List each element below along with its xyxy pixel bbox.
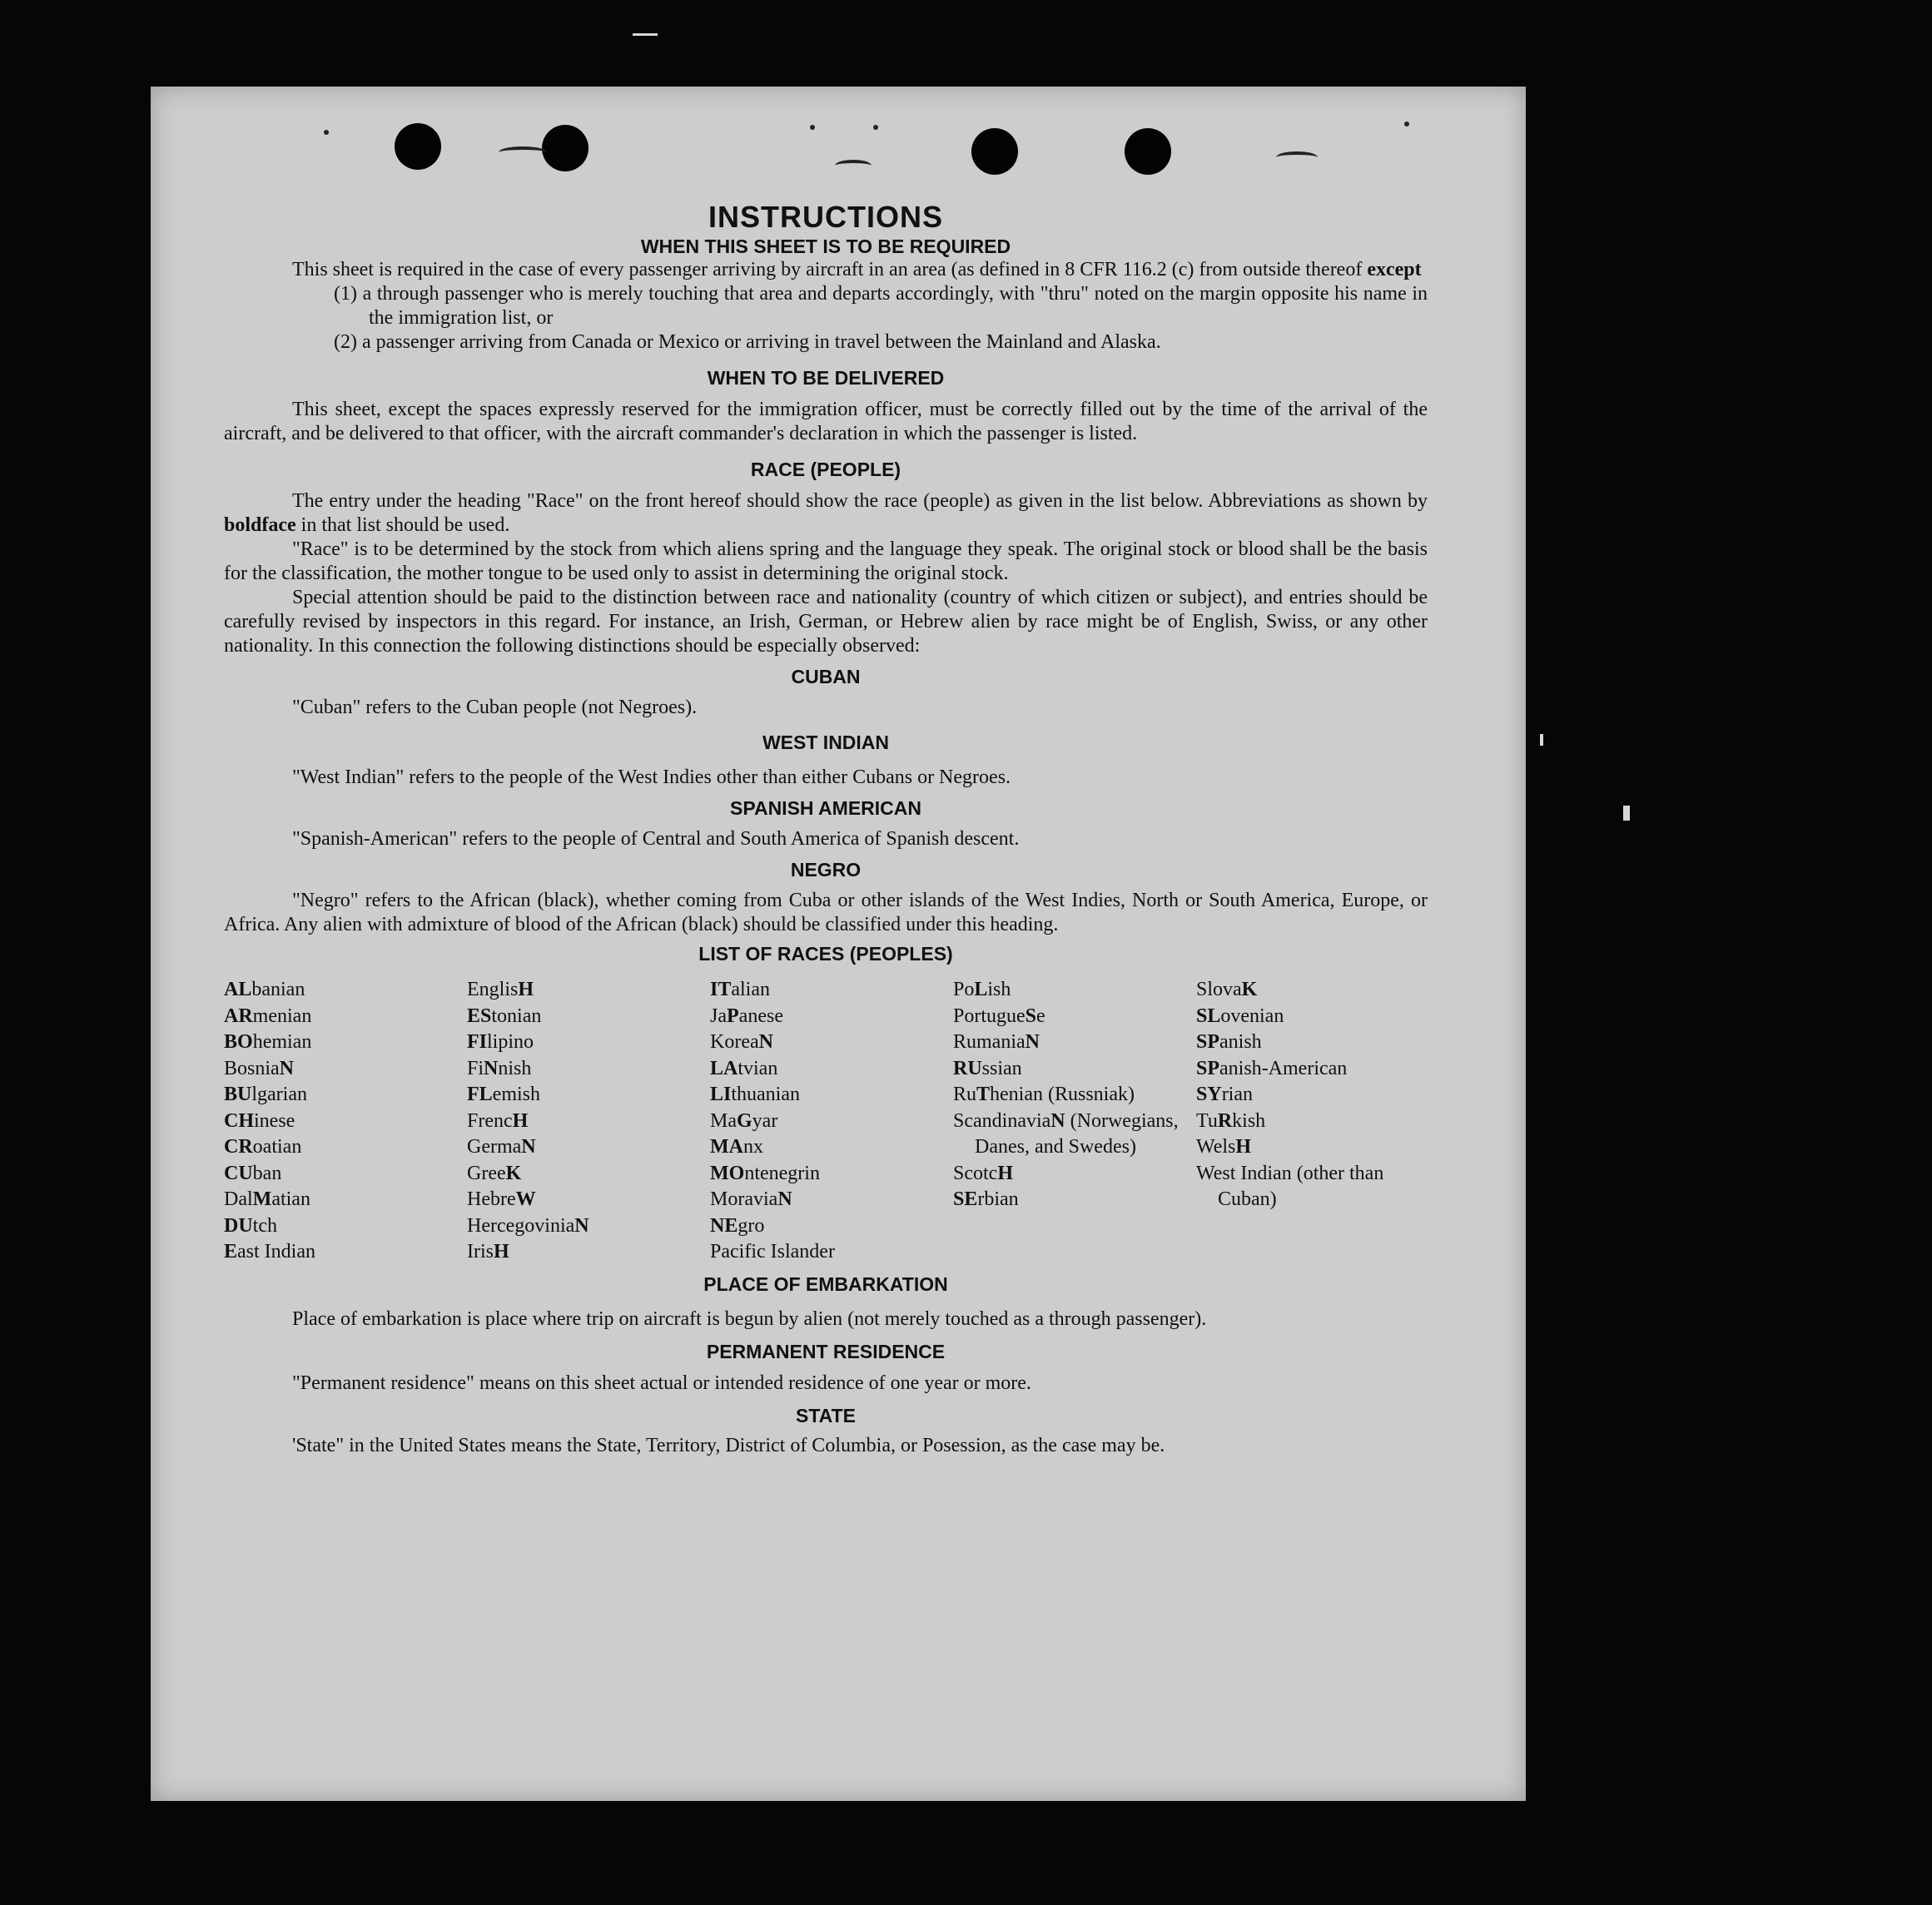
race-entry: HebreW	[467, 1188, 536, 1210]
paragraph: 'State" in the United States means the State, Territory, District of Columbia, or Posession, as the case may be.	[292, 1434, 1165, 1456]
race-entry: DUtch	[224, 1214, 277, 1237]
race-entry: ALbanian	[224, 979, 305, 1000]
race-entry: ScotcH	[953, 1162, 1013, 1184]
race-entry: CRoatian	[224, 1136, 302, 1158]
race-entry: PoLish	[953, 979, 1011, 1000]
race-entry: SLovenian	[1196, 1005, 1284, 1027]
race-entry: West Indian (other than Cuban)	[1196, 1162, 1384, 1210]
heading-west-indian: WEST INDIAN	[762, 732, 890, 753]
race-entry: CUban	[224, 1162, 282, 1184]
race-entry: ARmenian	[224, 1005, 312, 1027]
scan-speck	[633, 33, 658, 36]
heading-cuban: CUBAN	[791, 666, 861, 687]
race-entry: JaPanese	[710, 1005, 783, 1027]
race-entry: SlovaK	[1196, 979, 1258, 1000]
race-entry: ScandinaviaN (Norwegians, Danes, and Swedes)	[953, 1109, 1179, 1158]
race-entry: FrencH	[467, 1109, 529, 1132]
race-entry: SPanish	[1196, 1031, 1262, 1053]
race-entry: Pacific Islander	[710, 1241, 835, 1263]
ink-speck	[324, 130, 329, 135]
races-column	[224, 977, 467, 1266]
race-entry: FiNnish	[467, 1057, 532, 1079]
race-entry: RumaniaN	[953, 1031, 1040, 1053]
race-entry: DalMatian	[224, 1188, 310, 1210]
paragraph-text: The entry under the heading "Race" on the front hereof should show the race (people) as given in the list below. Abbreviations as shown by	[292, 490, 1428, 512]
race-entry: KoreaN	[710, 1031, 773, 1053]
punch-hole	[395, 123, 441, 170]
race-entry: SPanish-American	[1196, 1057, 1348, 1079]
scan-speck	[1540, 734, 1543, 746]
ink-mark	[835, 160, 872, 171]
ink-speck	[873, 125, 878, 130]
document-page	[151, 87, 1526, 1801]
race-entry: BosniaN	[224, 1057, 295, 1079]
races-column	[953, 977, 1196, 1266]
heading-negro: NEGRO	[790, 859, 862, 881]
bold-text: boldface	[224, 514, 296, 536]
paragraph	[224, 489, 1428, 538]
race-entry: EStonian	[467, 1005, 542, 1027]
heading-race: RACE (PEOPLE)	[750, 459, 901, 480]
scan-speck	[1623, 806, 1630, 821]
heading-when-delivered: WHEN TO BE DELIVERED	[707, 367, 945, 389]
race-entry: EnglisH	[467, 979, 534, 1000]
race-entry: SYrian	[1196, 1084, 1253, 1105]
race-entry: SErbian	[953, 1188, 1019, 1210]
paragraph: "West Indian" refers to the people of the West Indies other than either Cubans or Negroes.	[292, 766, 1011, 788]
paragraph: "Cuban" refers to the Cuban people (not Negroes).	[292, 697, 698, 718]
ink-mark	[499, 146, 547, 158]
paragraph-text: in that list should be used.	[300, 514, 510, 536]
paragraph: This sheet, except the spaces expressly reserved for the immigration officer, must be correctly filled out by the time of the arrival of the aircraft, and be delivered to that officer, with the aircraft commander's declaration in which the passenger is listed.	[224, 399, 1428, 444]
race-entry: MAnx	[710, 1136, 763, 1158]
races-column	[710, 977, 953, 1266]
race-entry: LAtvian	[710, 1057, 778, 1079]
races-list	[224, 977, 1428, 1266]
race-entry: TuRkish	[1196, 1109, 1266, 1132]
bold-text: except	[1367, 259, 1422, 280]
race-entry: MaGyar	[710, 1109, 778, 1132]
heading-permanent-residence: PERMANENT RESIDENCE	[706, 1340, 946, 1362]
race-entry: NEgro	[710, 1214, 765, 1237]
race-entry: ITalian	[710, 979, 770, 1000]
paragraph: "Spanish-American" refers to the people of Central and South America of Spanish descent.	[292, 828, 1020, 850]
paragraph: "Permanent residence" means on this sheet actual or intended residence of one year or more.	[292, 1372, 1031, 1394]
paragraph	[224, 258, 1428, 282]
race-entry: MoraviaN	[710, 1188, 792, 1210]
race-entry: CHinese	[224, 1109, 296, 1132]
page-title: INSTRUCTIONS	[708, 200, 943, 234]
heading-state: STATE	[796, 1404, 856, 1426]
heading-list-of-races: LIST OF RACES (PEOPLES)	[698, 943, 953, 965]
races-column	[1196, 977, 1428, 1266]
punch-hole	[971, 128, 1018, 175]
race-entry: GreeK	[467, 1162, 522, 1184]
ink-speck	[1404, 122, 1409, 127]
paragraph: "Race" is to be determined by the stock from which aliens spring and the language they speak. The original stock or blood shall be the basis for the classification, the mother tongue to be used only to assist in determining the original stock.	[224, 538, 1428, 584]
race-entry: IrisH	[467, 1241, 509, 1263]
race-entry: WelsH	[1196, 1136, 1252, 1158]
race-entry: HercegoviniaN	[467, 1214, 589, 1237]
paragraph-text: This sheet is required in the case of every passenger arriving by aircraft in an area (as defined in 8 CFR 116.2 (c) from outside thereof	[292, 259, 1363, 280]
race-entry: MOntenegrin	[710, 1162, 820, 1184]
race-entry: RuThenian (Russniak)	[953, 1084, 1135, 1105]
heading-spanish-american: SPANISH AMERICAN	[729, 797, 921, 819]
heading-when-required: WHEN THIS SHEET IS TO BE REQUIRED	[640, 236, 1011, 257]
race-entry: BUlgarian	[224, 1084, 307, 1105]
list-item: (2) a passenger arriving from Canada or Mexico or arriving in travel between the Mainland and Alaska.	[334, 331, 1161, 353]
race-entry: LIthuanian	[710, 1084, 800, 1105]
race-entry: East Indian	[224, 1241, 315, 1263]
race-entry: BOhemian	[224, 1031, 312, 1053]
ink-mark	[1276, 151, 1318, 163]
paragraph: Special attention should be paid to the distinction between race and nationality (country of which citizen or subject), and entries should be carefully revised by inspectors in this regard. For instance, an Irish, German, or Hebrew alien by race might be of English, Swiss, or any other nationality. In this connection the following distinctions should be especially observed:	[224, 587, 1428, 657]
punch-hole	[1125, 128, 1171, 175]
punch-hole	[542, 125, 589, 171]
race-entry: FLemish	[467, 1084, 540, 1105]
race-entry: FIlipino	[467, 1031, 534, 1053]
race-entry: PortugueSe	[953, 1005, 1045, 1027]
list-item: (1) a through passenger who is merely touching that area and departs accordingly, with "thru" noted on the margin opposite his name in the immigration list, or	[334, 283, 1428, 329]
heading-place-of-embarkation: PLACE OF EMBARKATION	[703, 1272, 948, 1295]
race-entry: RUssian	[953, 1057, 1022, 1079]
races-column	[467, 977, 710, 1266]
instructions-text	[224, 200, 1428, 1458]
paragraph: "Negro" refers to the African (black), whether coming from Cuba or other islands of the West Indies, North or South America, Europe, or Africa. Any alien with admixture of blood of the African (black) should be classified under this heading.	[224, 890, 1428, 935]
ink-speck	[810, 125, 815, 130]
race-entry: GermaN	[467, 1136, 536, 1158]
paragraph: Place of embarkation is place where trip on aircraft is begun by alien (not merely touched as a through passenger).	[292, 1307, 1207, 1330]
